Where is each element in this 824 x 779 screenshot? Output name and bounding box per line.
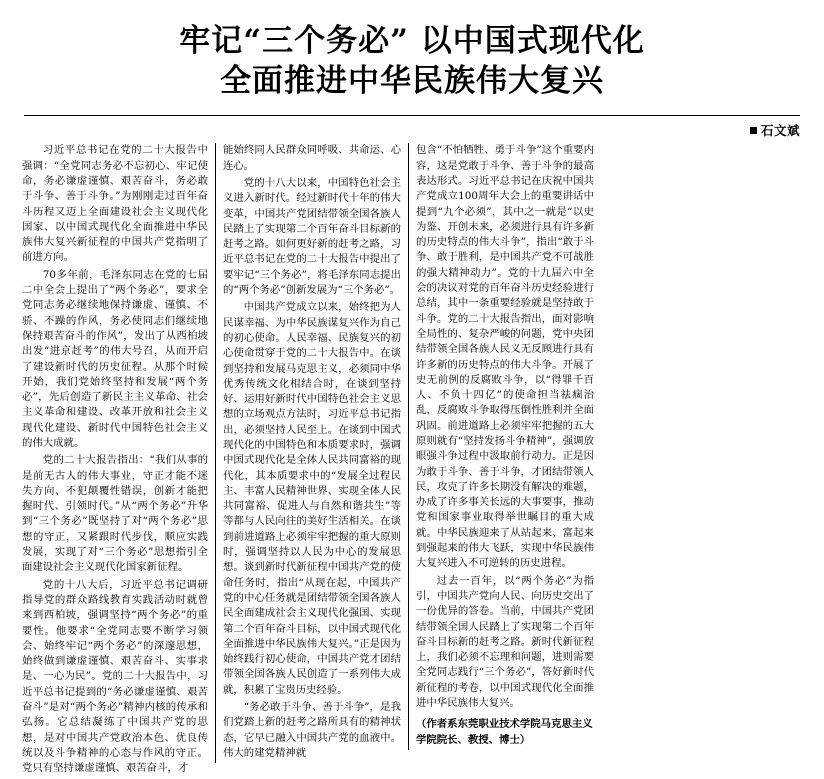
square-bullet-icon bbox=[750, 127, 757, 134]
paragraph: 党的十八大以来，中国特色社会主义进入新时代。经过新时代十年的伟大变革，中国共产党团结带领全国各族人民踏上了实现第二个百年奋斗目标新的赶考之路。如何更好新的赶考之路，习近平总书记在党的二十大报告中提出了要牢记“三个务必”，将毛泽东同志提出的“两个务必”创新发展为“三个务必”。 bbox=[223, 176, 401, 297]
paragraph: 党的二十大报告指出：“我们从事的是前无古人的伟大事业，守正才能不迷失方向、不犯颠覆性错误，创新才能把握时代、引领时代。”从“两个务必”升华到“三个务必”既坚持了对“两个务必”思想的守正，又紧跟时代步伐，顺应实践发展，实现了对“三个务必”思想指引全面建设社会主义现代化国家新征程。 bbox=[22, 454, 208, 574]
headline-line-1: 牢记“三个务必” 以中国式现代化 bbox=[179, 23, 645, 59]
headline-line-2: 全面推进中华民族伟大复兴 bbox=[220, 62, 604, 99]
paragraph: 能始终同人民群众同呼吸、共命运、心连心。 bbox=[223, 144, 401, 172]
paragraph: “务必敢于斗争、善于斗争”，是我们党踏上新的赶考之路所具有的精神状态，它早已融入中国共产党的血液中。伟大的建党精神就 bbox=[223, 701, 401, 759]
article-column-3 bbox=[408, 143, 594, 750]
author-affiliation bbox=[416, 717, 594, 748]
article-column-2 bbox=[215, 143, 401, 763]
paragraph: 习近平总书记在党的二十大报告中强调：“全党同志务必不忘初心、牢记使命，务必谦虚谨慎、艰苦奋斗，务必敢于斗争、善于斗争。”为刚刚走过百年奋斗历程又迈上全面建设社会主义现代化国家、以中国式现代化全面推进中华民族伟大复兴新征程的中国共产党指明了前进方向。 bbox=[22, 144, 208, 264]
page-title bbox=[0, 0, 824, 101]
affiliation-line-2: 学院院长、教授、博士） bbox=[416, 733, 531, 746]
paragraph: 包含“不怕牺牲、勇于斗争”这个重要内容，这是党敢于斗争、善于斗争的最高表达形式。习近平总书记在庆祝中国共产党成立100周年大会上的重要讲话中提到“九个必须”，其中之一就是“以史为鉴、开创未来，必须进行具有许多新的历史特点的伟大斗争”，指出“敢于斗争、敢于胜利，是中国共产党不可战胜的强大精神动力”。党的十九届六中全会的决议对党的百年奋斗历史经验进行总结，其中一条重要经验就是坚持敢于斗争。党的二十大报告指出，面对影响全局性的、复杂严峻的问题，党中央团结带领全国各族人民义无反顾进行具有许多新的历史特点的伟大斗争。开展了史无前例的反腐败斗争，以“得罪千百人、不负十四亿”的使命担当祛痼治乱，反腐败斗争取得压倒性胜利并全面巩固。前进道路上必须牢牢把握的五大原则就有“坚持发扬斗争精神”，强调放眼强斗争过程中汲取前行动力。正是因为敢于斗争、善于斗争，才团结带领人民，攻克了许多长期没有解决的难题，办成了许多事关长远的大事要事，推动党和国家事业取得举世瞩目的重大成就。中华民族迎来了从站起来、富起来到强起来的伟大飞跃，实现中华民族伟大复兴进入不可逆转的历史进程。 bbox=[416, 144, 594, 570]
paragraph: 中国共产党成立以来，始终把为人民谋幸福、为中华民族谋复兴作为自己的初心使命。人民幸福、民族复兴的初心使命贯穿于党的二十大报告中。在谈到坚持和发展马克思主义，必须同中华优秀传统文化相结合时，在谈到坚持好、运用好新时代中国特色社会主义思想的立场观点方法时，习近平总书记指出，必须坚持人民至上。在谈到中国式现代化的中国特色和本质要求时，强调中国式现代化是全体人民共同富裕的现代化，其本质要求中的“发展全过程民主、丰富人民精神世界、实现全体人民共同富裕、促进人与自然和谐共生”等等都与人民向往的美好生活相关。在谈到前进道路上必须牢牢把握的重大原则时，强调坚持以人民为中心的发展思想。谈到新时代新征程中国共产党的使命任务时，指出“从现在起，中国共产党的中心任务就是团结带领全国各族人民全面建成社会主义现代化强国、实现第二个百年奋斗目标，以中国式现代化全面推进中华民族伟大复兴。”正是因为始终践行初心使命，中国共产党才团结带领全国各族人民创造了一系列伟大成就，积累了宝贵历史经验。 bbox=[223, 301, 401, 696]
article-columns bbox=[22, 143, 802, 778]
paragraph: 过去一百年，以“两个务必”为指引，中国共产党向人民、向历史交出了一份优异的答卷。当前，中国共产党团结带领全国人民踏上了实现第二个百年奋斗目标新的赶考之路。新时代新征程上，我们必须不忘理和问题，进则需要全党同志践行“三个务必”，答好新时代新征程的考卷，以中国式现代化全面推进中华民族伟大复兴。 bbox=[416, 574, 594, 710]
affiliation-line-1: （作者系东莞职业技术学院马克思主义 bbox=[416, 718, 593, 731]
byline-author: 石文斌 bbox=[760, 123, 800, 139]
paragraph: 党的十八大后，习近平总书记调研指导党的群众路线教育实践活动时就曾来到西柏坡，强调坚持“两个务必”的重要性。他要求“全党同志要不断学习领会、始终牢记“两个务必”的深邃思想，始终做到谦虚谨慎、艰苦奋斗、实事求是、一心为民”。党的二十大报告中，习近平总书记提到的“务必谦虚谨慎、艰苦奋斗”是对“两个务必”精神内核的传承和弘扬。它总结凝练了中国共产党的思想，是对中国共产党政治本色、优良传统以及斗争精神的心态与作风的守正。党只有坚持谦虚谨慎、艰苦奋斗，才 bbox=[22, 578, 208, 775]
paragraph: 70多年前，毛泽东同志在党的七届二中全会上提出了“两个务必”，要求全党同志务必继续地保持谦虚、谨慎、不骄、不躁的作风，务必使同志们继续地保持艰苦奋斗的作风”，发出了从西柏坡出发“进京赶考”的伟大号召，从而开启了建设新时代的历史征程。从那个时候开始，我们党始终坚持和发展“两个务必”，先后创造了新民主主义革命、社会主义革命和建设、改革开放和社会主义现代化建设、新时代中国特色社会主义的伟大成就。 bbox=[22, 268, 208, 449]
byline bbox=[24, 116, 800, 139]
article-column-1 bbox=[22, 143, 208, 778]
